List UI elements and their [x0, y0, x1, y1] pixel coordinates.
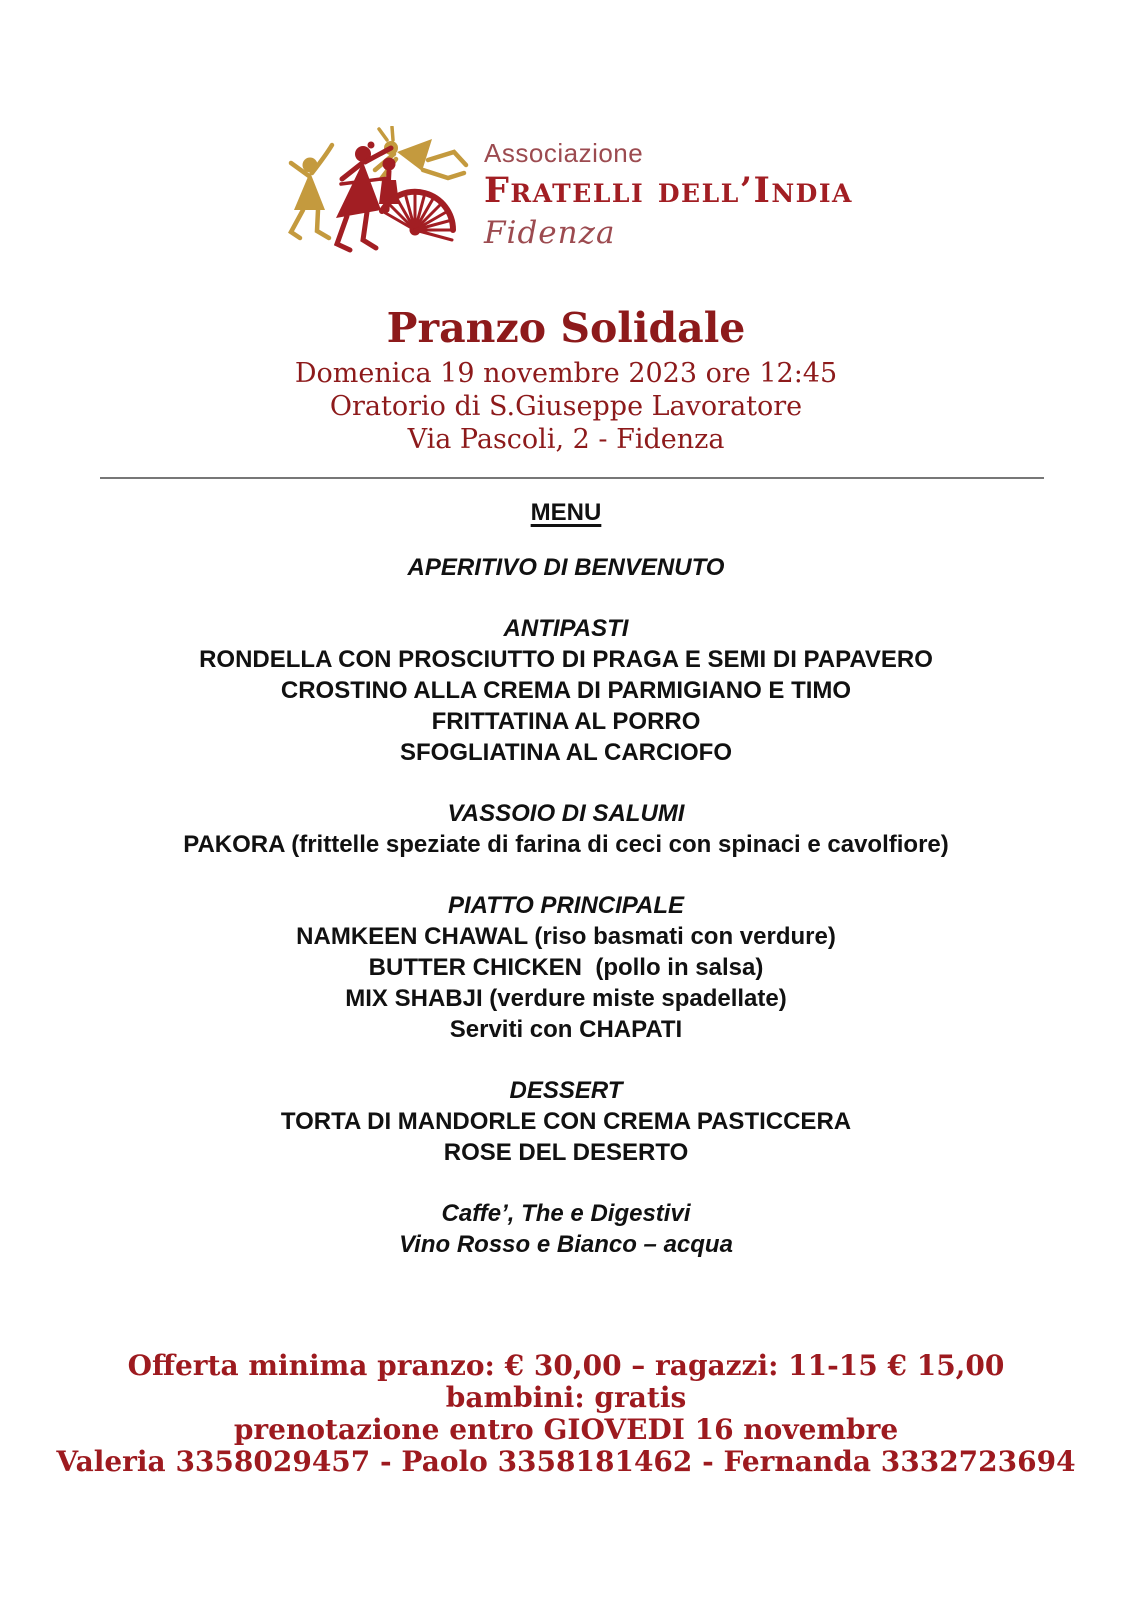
event-title-block	[0, 304, 1132, 456]
offer-info-block	[0, 1350, 1132, 1478]
menu-section-title: APERITIVO DI BENVENUTO	[407, 554, 725, 581]
menu-section-title: DESSERT	[509, 1077, 623, 1104]
offer-children-line: bambini: gratis	[445, 1381, 687, 1414]
warli-dancers-logo-icon	[279, 126, 474, 264]
menu-item: TORTA DI MANDORLE CON CREMA PASTICCERA	[280, 1108, 852, 1135]
menu-heading: MENU	[530, 499, 602, 526]
menu-section-piatto-principale	[0, 890, 1132, 1045]
menu-item: MIX SHABJI (verdure miste spadellate)	[345, 985, 787, 1012]
menu-drinks-block	[0, 1198, 1132, 1260]
menu-item: FRITTATINA AL PORRO	[431, 708, 701, 735]
menu-item: BUTTER CHICKEN (pollo in salsa)	[368, 954, 764, 981]
menu-item: SFOGLIATINA AL CARCIOFO	[400, 739, 732, 766]
menu-item: PAKORA (frittelle speziate di farina di ceci con spinaci e cavolfiore)	[183, 831, 949, 858]
menu-section-dessert	[0, 1075, 1132, 1168]
menu-item: Serviti con CHAPATI	[449, 1016, 683, 1043]
menu-block	[0, 479, 1132, 1260]
event-title: Pranzo Solidale	[386, 304, 746, 352]
association-logo	[0, 0, 1132, 264]
logo-text-block	[484, 126, 853, 251]
menu-heading-wrap	[0, 479, 1132, 528]
menu-section-title: VASSOIO DI SALUMI	[447, 800, 685, 827]
drinks-line: Caffe’, The e Digestivi	[441, 1200, 691, 1227]
menu-item: CROSTINO ALLA CREMA DI PARMIGIANO E TIMO	[280, 677, 852, 704]
menu-item: RONDELLA CON PROSCIUTTO DI PRAGA E SEMI DI PAPAVERO	[199, 646, 933, 673]
logo-organization-name: Fratelli dell’India	[484, 170, 853, 211]
menu-section-antipasti	[0, 613, 1132, 768]
reservation-deadline-line: prenotazione entro GIOVEDI 16 novembre	[233, 1413, 899, 1446]
logo-city-label: Fidenza	[484, 215, 616, 251]
menu-section-aperitivo	[0, 552, 1132, 583]
contact-phones-line: Valeria 3358029457 - Paolo 3358181462 - Fernanda 3332723694	[56, 1445, 1076, 1478]
menu-section-vassoio-di-salumi	[0, 798, 1132, 860]
event-address: Via Pascoli, 2 - Fidenza	[407, 424, 725, 455]
event-venue: Oratorio di S.Giuseppe Lavoratore	[329, 391, 803, 422]
event-datetime: Domenica 19 novembre 2023 ore 12:45	[294, 358, 838, 389]
menu-section-title: ANTIPASTI	[503, 615, 629, 642]
offer-price-line: Offerta minima pranzo: € 30,00 – ragazzi: 11-15 € 15,00	[127, 1349, 1005, 1382]
logo-association-label: Associazione	[484, 138, 644, 168]
menu-item: ROSE DEL DESERTO	[443, 1139, 689, 1166]
menu-section-title: PIATTO PRINCIPALE	[447, 892, 684, 919]
drinks-line: Vino Rosso e Bianco – acqua	[399, 1231, 733, 1258]
menu-item: NAMKEEN CHAWAL (riso basmati con verdure)	[296, 923, 836, 950]
